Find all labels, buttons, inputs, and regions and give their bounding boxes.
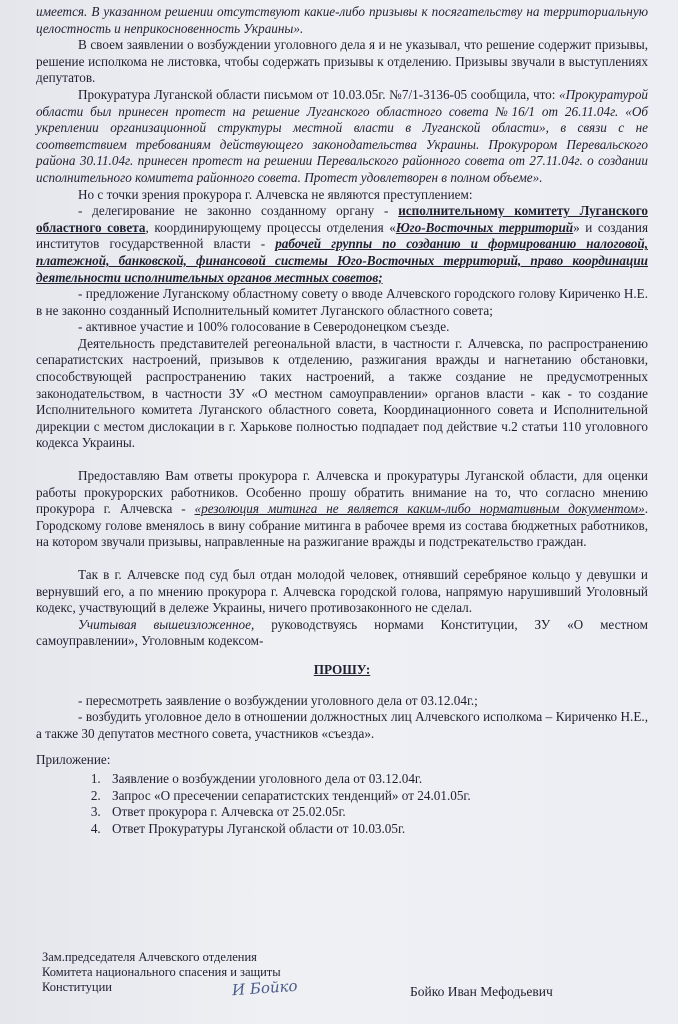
appendix-item: 1. Заявление о возбуждении уголовного дела от 03.12.04г. (104, 771, 648, 788)
submission-paragraph: Предоставляю Вам ответы прокурора г. Алчевска и прокуратуры Луганской области, для оценки работы прокурорских работников. Особенно прошу обратить внимание на то, что согласно мнению прокурора г. Алчевска - «резолюция митинга не является каким-либо нормативным документом». Городскому голове вменялось в вину собрание митинга в рабочее время из состава бюджетных работников, на котором звучали призывы, направленные на разжигание вражды и подстрекательство граждан. (36, 468, 648, 550)
prosecutor-quote: «Прокуратурой области был принесен протест на решение Луганского областного совета №16/1 от 26.11.04г. «Об укреплении организационной структуры местной власти в Луганской области», в связи с не соответствием требованиям действующего законодательства Украины. Прокурором Перевальского района 30.11.04г. принесен протест на решении Перевальского районного совета от 27.11.04г. о создании исполнительного комитета районного совета. Протест удовлетворен в полном объеме». (36, 86, 649, 185)
spacer (36, 452, 648, 468)
court-paragraph: Так в г. Алчевске под суд был отдан молодой человек, отнявший серебряное кольцо у девушки и вернувший его, а по мнению прокурора г. Алчевска городской голова, напрямую нарушивший Уголовный кодекс, участвующий в дележе Украины, ничего противозаконного не сделал. (36, 567, 648, 616)
alchevsk-bullet-1: - делегирование не законно созданному органу - исполнительному комитету Луганского областного совета, координирующему процессы отделения «Юго-Восточных территорий» и создания институтов государственной власти - рабочей группы по созданию и формированию налоговой, платежной, банковской, финансовой системы Юго-Восточных территорий, право координации деятельности исполнительных органов местных советов; (36, 203, 649, 285)
appendix-item: 2. Запрос «О пресечении сепаратистских тенденций» от 24.01.05г. (104, 788, 648, 805)
spacer (36, 742, 648, 752)
appendix-list (36, 771, 648, 837)
signature-title-line-3: Конституции (42, 980, 112, 994)
handwritten-signature: И Бойко (231, 976, 299, 1000)
statement-paragraph: В своем заявлении о возбуждении уголовного дела я и не указывал, что решение содержит призывы, решение исполкома не листовка, чтобы содержать призывы к отделению. Призывы звучали в выступлениях депутатов. (36, 37, 648, 86)
request-item-1: - пересмотреть заявление о возбуждении уголовного дела от 03.12.04г.; (78, 692, 478, 708)
signatory-name: Бойко Иван Мефодьевич (410, 984, 553, 999)
prosecutor-paragraph: Прокуратура Луганской области письмом от 10.03.05г. №7/1-3136-05 сообщила, что: «Прокуратурой области был принесен протест на решение Луганского областного совета №16/1 от 26.11.04г. «Об укреплении организационной структуры местной власти в Луганской области», в связи с не соответствием требованиям действующего законодательства Украины. Прокурором Перевальского района 30.11.04г. принесен протест на решении Перевальского районного совета от 27.11.04г. о создании исполнительного комитета районного совета. Протест удовлетворен в полном объеме». (36, 86, 649, 185)
alchevsk-lead: Но с точки зрения прокурора г. Алчевска не являются преступлением: (78, 186, 473, 202)
signature-title-line-1: Зам.председателя Алчевского отделения (42, 950, 257, 964)
considering-paragraph: Учитывая вышеизложенное, руководствуясь нормами Конституции, ЗУ «О местном самоуправлении», Уголовным кодексом- (36, 616, 648, 649)
signature-title-line-2: Комитета национального спасения и защиты (42, 965, 281, 979)
alchevsk-bullet-2: - предложение Луганскому областному совету о вводе Алчевского городского голову Кириченко Н.Е. в не законно созданный Исполнительный комитет Луганского областного совета; (36, 286, 648, 318)
spacer (36, 551, 648, 567)
alchevsk-bullet-3: - активное участие и 100% голосование в Северодонецком съезде. (78, 319, 450, 335)
intro-paragraph: имеется. В указанном решении отсутствуют какие-либо призывы к посягательству на территориальную целостность и неприкосновенность Украины». (36, 4, 648, 36)
request-item-2: - возбудить уголовное дело в отношении должностных лиц Алчевского исполкома – Кириченко Н.Е., а также 30 депутатов местного совета, участников «съезда». (36, 709, 648, 741)
request-heading: ПРОШУ: (313, 661, 371, 677)
appendix-item: 3. Ответ прокурора г. Алчевска от 25.02.05г. (104, 804, 648, 821)
appendix-label: Приложение: (36, 752, 111, 768)
appendix-item: 4. Ответ Прокуратуры Луганской области от 10.03.05г. (104, 821, 648, 838)
activity-paragraph: Деятельность представителей регеональной власти, в частности г. Алчевска, по распространению сепаратистских настроений, призывов к отделению, разжигания вражды и нагнетанию обстановки, способствующей распространению таких настроений, а также создание не предусмотренных законодательством, в частности ЗУ «О местном самоуправлении» органов власти - как - то создание Исполнительного комитета Луганского областного совета, Координационного совета и Исполнительной дирекции с местом дислокации в г. Харькове полностью подпадает под действие ч.2 статьи 110 уголовного кодекса Украины. (36, 335, 648, 451)
